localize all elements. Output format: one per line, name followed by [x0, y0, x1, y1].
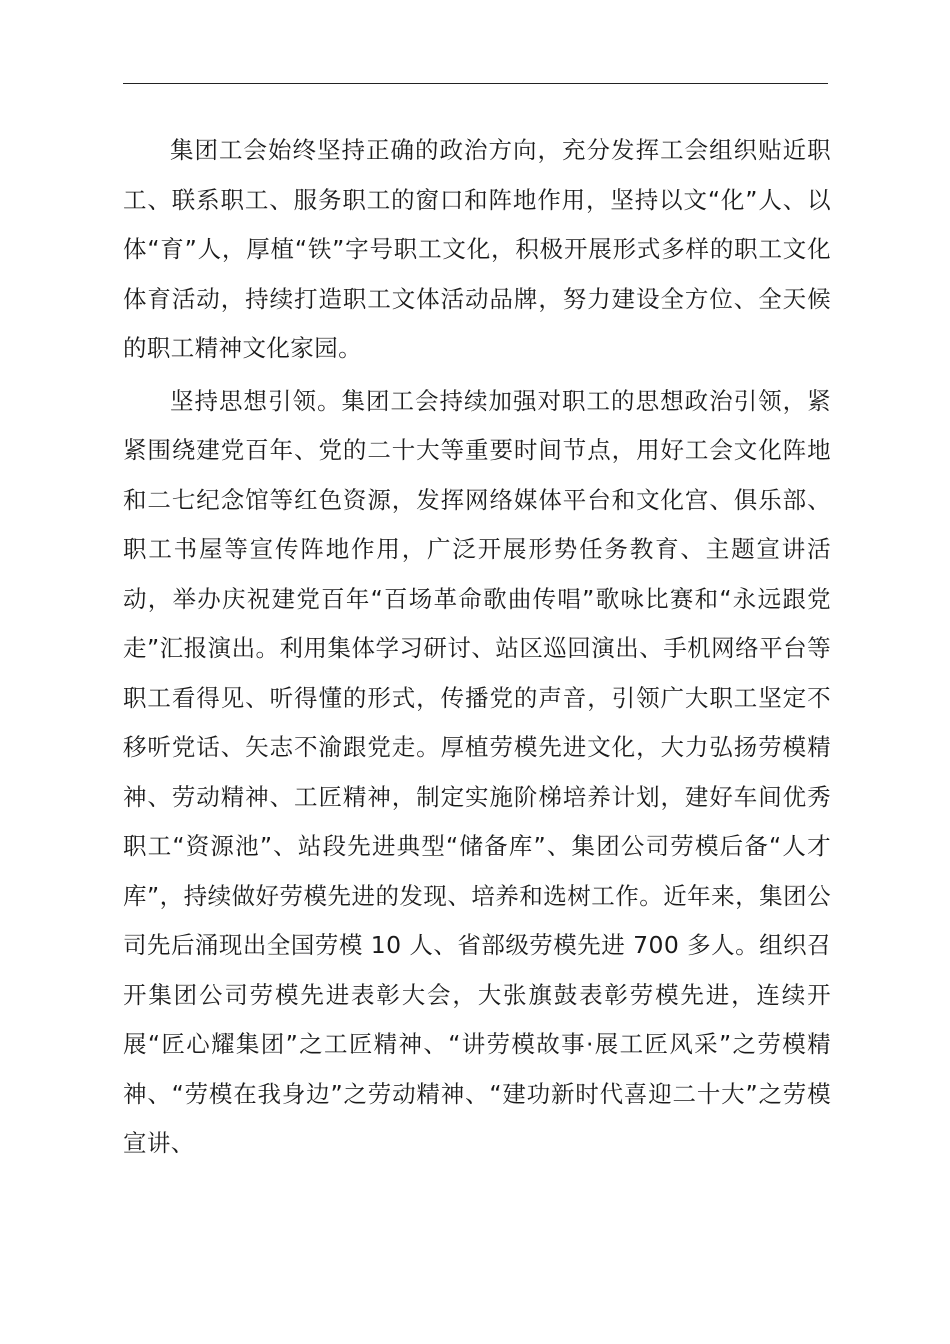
paragraph-ideological-guidance: 坚持思想引领。集团工会持续加强对职工的思想政治引领，紧紧围绕建党百年、党的二十大等重要时间节点，用好工会文化阵地和二七纪念馆等红色资源，发挥网络媒体平台和文化宫、俱乐部、职工书屋等宣传阵地作用，广泛开展形势任务教育、主题宣讲活动，举办庆祝建党百年“百场革命歌曲传唱”歌咏比赛和“永远跟党走”汇报演出。利用集体学习研讨、站区巡回演出、手机网络平台等职工看得见、听得懂的形式，传播党的声音，引领广大职工坚定不移听党话、矢志不渝跟党走。厚植劳模先进文化，大力弘扬劳模精神、劳动精神、工匠精神，制定实施阶梯培养计划，建好车间优秀职工“资源池”、站段先进典型“储备库”、集团公司劳模后备“人才库”，持续做好劳模先进的发现、培养和选树工作。近年来，集团公司先后涌现出全国劳模 10 人、省部级劳模先进 700 多人。组织召开集团公司劳模先进表彰大会，大张旗鼓表彰劳模先进，连续开展“匠心耀集团”之工匠精神、“讲劳模故事·展工匠风采”之劳模精神、“劳模在我身边”之劳动精神、“建功新时代喜迎二十大”之劳模宣讲、 — [123, 386, 831, 1157]
document-body — [123, 126, 831, 1169]
paragraph-intro: 集团工会始终坚持正确的政治方向，充分发挥工会组织贴近职工、联系职工、服务职工的窗口和阵地作用，坚持以文“化”人、以体“育”人，厚植“铁”字号职工文化，积极开展形式多样的职工文化体育活动，持续打造职工文体活动品牌，努力建设全方位、全天候的职工精神文化家园。 — [123, 136, 831, 362]
header-rule — [123, 83, 828, 84]
